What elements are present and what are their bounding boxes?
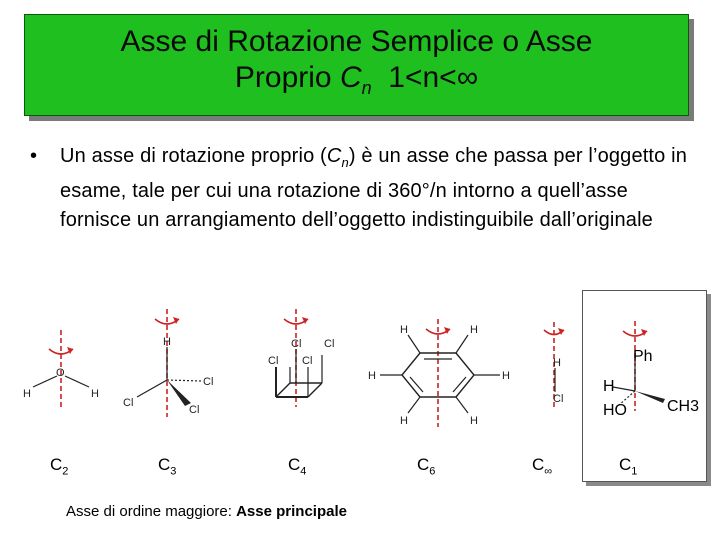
chiral-molecule-diagram bbox=[583, 291, 706, 481]
atom-h: H bbox=[470, 415, 478, 427]
label-subscript: 4 bbox=[300, 465, 307, 478]
bullet-item bbox=[30, 142, 690, 235]
title-prefix: Proprio bbox=[234, 61, 340, 94]
title-range: 1<n<∞ bbox=[388, 61, 479, 94]
label-subscript: 6 bbox=[429, 465, 436, 478]
atom-cl: Cl bbox=[268, 355, 279, 367]
title-box bbox=[24, 14, 689, 116]
label-subscript: 2 bbox=[62, 465, 69, 478]
title-subscript: n bbox=[361, 78, 372, 98]
bullet-marker: • bbox=[30, 145, 38, 167]
atom-cl: Cl bbox=[553, 393, 564, 405]
label-symbol: C bbox=[158, 455, 171, 474]
symmetry-label-c4 bbox=[288, 455, 306, 481]
atom-h: H bbox=[368, 370, 376, 382]
symmetry-label-c1 bbox=[619, 455, 637, 481]
atom-h: H bbox=[603, 378, 615, 395]
atom-ho: HO bbox=[603, 402, 627, 419]
bullet-part1: Un asse di rotazione proprio ( bbox=[60, 145, 327, 167]
atom-h: H bbox=[400, 415, 408, 427]
footnote-bold: Asse principale bbox=[236, 503, 347, 520]
bullet-subscript: n bbox=[341, 155, 349, 170]
label-symbol: C bbox=[288, 455, 301, 474]
atom-h: H bbox=[163, 336, 171, 348]
atom-h: H bbox=[91, 388, 99, 400]
atom-cl: Cl bbox=[302, 355, 313, 367]
bullet-part2: ) è un asse che passa per l’oggetto in esame, tale per cui una rotazione di 360°/n intorno a quell’asse fornisce un arrangiamento dell’oggetto indistinguibile dall’originale bbox=[60, 145, 687, 231]
footnote bbox=[66, 503, 347, 520]
label-subscript: 3 bbox=[170, 465, 177, 478]
title-line-1: Asse di Rotazione Semplice o Asse bbox=[120, 25, 593, 58]
hcl-molecule-diagram bbox=[536, 318, 580, 413]
atom-h: H bbox=[553, 357, 561, 369]
label-symbol: C bbox=[50, 455, 63, 474]
bullet-text bbox=[60, 142, 690, 235]
atom-cl: Cl bbox=[324, 338, 335, 350]
symmetry-label-cinf bbox=[532, 455, 552, 481]
atom-ph: Ph bbox=[633, 348, 653, 365]
water-molecule-diagram bbox=[15, 325, 115, 415]
label-subscript: ∞ bbox=[544, 465, 553, 478]
atom-h: H bbox=[502, 370, 510, 382]
atom-h: H bbox=[470, 324, 478, 336]
label-symbol: C bbox=[532, 455, 545, 474]
title-line-2 bbox=[235, 60, 478, 106]
atom-cl: Cl bbox=[203, 376, 214, 388]
c1-example-frame bbox=[582, 290, 707, 482]
atom-cl: Cl bbox=[123, 397, 134, 409]
atom-h: H bbox=[400, 324, 408, 336]
label-subscript: 1 bbox=[631, 465, 638, 478]
tetrachloro-molecule-diagram bbox=[262, 305, 342, 410]
label-symbol: C bbox=[619, 455, 632, 474]
title-symbol: C bbox=[339, 61, 362, 94]
label-symbol: C bbox=[417, 455, 430, 474]
chloroform-molecule-diagram bbox=[115, 305, 225, 420]
symmetry-label-c6 bbox=[417, 455, 435, 481]
symmetry-label-c3 bbox=[158, 455, 176, 481]
atom-cl: Cl bbox=[189, 404, 200, 416]
symmetry-label-c2 bbox=[50, 455, 68, 481]
atom-o: O bbox=[56, 367, 65, 379]
atom-h: H bbox=[23, 388, 31, 400]
footnote-text: Asse di ordine maggiore: bbox=[66, 503, 237, 520]
atom-ch3: CH3 bbox=[667, 398, 700, 415]
atom-cl: Cl bbox=[291, 338, 302, 350]
bullet-symbol: C bbox=[326, 145, 342, 167]
benzene-molecule-diagram bbox=[362, 315, 522, 430]
